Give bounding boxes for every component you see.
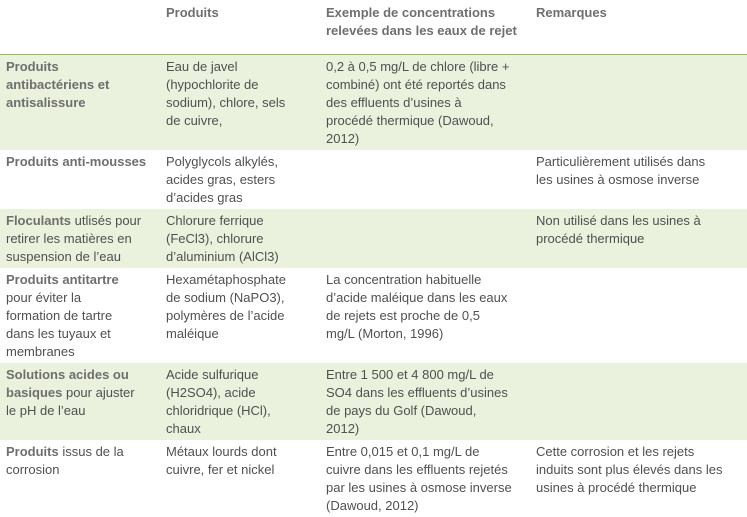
cell-text-line: usines à procédé thermique	[536, 479, 741, 497]
cell-concentrations	[320, 209, 530, 268]
cell-text-line: polymères de l’acide	[166, 307, 314, 325]
cell-concentrations	[320, 440, 530, 517]
table-header	[0, 0, 747, 55]
category-line	[6, 58, 154, 76]
category-term: antisalissure	[6, 95, 86, 110]
cell-text-line: cuivre, fer et nickel	[166, 461, 314, 479]
cell-remarks	[530, 209, 747, 268]
table-row	[0, 268, 747, 363]
category-line	[6, 461, 154, 479]
cell-category	[0, 363, 160, 440]
cell-text-line: chaux	[166, 420, 314, 438]
cell-remarks	[530, 268, 747, 363]
cell-category	[0, 209, 160, 268]
category-line	[6, 307, 154, 325]
cell-text-line: mg/L (Morton, 1996)	[326, 325, 524, 343]
category-text: utlisés pour	[71, 213, 141, 228]
cell-text-line: de cuivre,	[166, 112, 314, 130]
category-text: pour éviter la	[6, 290, 81, 305]
cell-concentrations	[320, 150, 530, 209]
cell-text-line: maléique	[166, 325, 314, 343]
table-row	[0, 440, 747, 517]
header-cell-remarks: Remarques	[530, 0, 747, 55]
category-line	[6, 212, 154, 230]
cell-text-line: procédé thermique	[536, 230, 741, 248]
cell-category	[0, 55, 160, 151]
cell-text-line: d’acide maléique dans les eaux	[326, 289, 524, 307]
cell-text-line: induits sont plus élevés dans les	[536, 461, 741, 479]
category-term: basiques	[6, 385, 62, 400]
cell-text-line: Polyglycols alkylés,	[166, 153, 314, 171]
cell-text-line: (H2SO4), acide	[166, 384, 314, 402]
cell-text-line: Eau de javel	[166, 58, 314, 76]
category-term: antibactériens et	[6, 77, 109, 92]
category-line	[6, 271, 154, 289]
cell-text-line: (hypochlorite de	[166, 76, 314, 94]
category-text: issus de la	[59, 444, 124, 459]
cell-concentrations	[320, 55, 530, 151]
category-text: retirer les matières en	[6, 231, 132, 246]
cell-text-line: Hexamétaphosphate	[166, 271, 314, 289]
category-text: formation de tartre	[6, 308, 112, 323]
cell-text-line: procédé thermique (Dawoud,	[326, 112, 524, 130]
cell-products	[160, 363, 320, 440]
category-term: Solutions acides ou	[6, 367, 129, 382]
cell-remarks	[530, 363, 747, 440]
category-term: Produits antitartre	[6, 272, 119, 287]
cell-text-line: (Dawoud, 2012)	[326, 497, 524, 515]
category-text: le pH de l’eau	[6, 403, 86, 418]
table-row	[0, 363, 747, 440]
cell-text-line: acides gras, esters	[166, 171, 314, 189]
cell-products	[160, 55, 320, 151]
cell-text-line: Particulièrement utilisés dans	[536, 153, 741, 171]
cell-products	[160, 440, 320, 517]
cell-remarks	[530, 440, 747, 517]
cell-text-line: les usines à osmose inverse	[536, 171, 741, 189]
cell-text-line: d’aluminium (AlCl3)	[166, 248, 314, 266]
cell-text-line: Non utilisé dans les usines à	[536, 212, 741, 230]
category-term: Produits anti-mousses	[6, 154, 146, 169]
cell-text-line: des effluents d’usines à	[326, 94, 524, 112]
cell-category	[0, 440, 160, 517]
cell-text-line: Entre 1 500 et 4 800 mg/L de	[326, 366, 524, 384]
category-term: Floculants	[6, 213, 71, 228]
cell-text-line: combiné) ont été reportés dans	[326, 76, 524, 94]
category-line	[6, 384, 154, 402]
category-text: pour ajuster	[62, 385, 134, 400]
cell-text-line: de sodium (NaPO3),	[166, 289, 314, 307]
cell-concentrations	[320, 363, 530, 440]
category-line	[6, 94, 154, 112]
cell-text-line: d’acides gras	[166, 189, 314, 207]
category-line	[6, 366, 154, 384]
header-row	[0, 0, 747, 55]
cell-text-line: Métaux lourds dont	[166, 443, 314, 461]
category-text: dans les tuyaux et	[6, 326, 111, 341]
cell-text-line: 2012)	[326, 420, 524, 438]
cell-text-line: Entre 0,015 et 0,1 mg/L de	[326, 443, 524, 461]
cell-text-line: Cette corrosion et les rejets	[536, 443, 741, 461]
category-text: membranes	[6, 344, 75, 359]
category-text: corrosion	[6, 462, 59, 477]
cell-products	[160, 268, 320, 363]
cell-text-line: sodium), chlore, sels	[166, 94, 314, 112]
cell-category	[0, 268, 160, 363]
cell-text-line: chloridrique (HCl),	[166, 402, 314, 420]
cell-text-line: 0,2 à 0,5 mg/L de chlore (libre +	[326, 58, 524, 76]
table-row	[0, 55, 747, 151]
category-line	[6, 153, 154, 171]
cell-category	[0, 150, 160, 209]
cell-products	[160, 209, 320, 268]
category-line	[6, 289, 154, 307]
category-line	[6, 443, 154, 461]
table-body	[0, 55, 747, 517]
cell-text-line: Chlorure ferrique	[166, 212, 314, 230]
cell-text-line: de pays du Golf (Dawoud,	[326, 402, 524, 420]
cell-products	[160, 150, 320, 209]
cell-remarks	[530, 150, 747, 209]
category-term: Produits	[6, 59, 59, 74]
cell-text-line: SO4 dans les effluents d’usines	[326, 384, 524, 402]
header-cell-category	[0, 0, 160, 55]
table-row	[0, 150, 747, 209]
cell-text-line: La concentration habituelle	[326, 271, 524, 289]
cell-text-line: (FeCl3), chlorure	[166, 230, 314, 248]
header-cell-concentrations: Exemple de concentrations relevées dans les eaux de rejet	[320, 0, 530, 55]
table-row	[0, 209, 747, 268]
cell-text-line: de rejets est proche de 0,5	[326, 307, 524, 325]
category-line	[6, 230, 154, 248]
category-line	[6, 325, 154, 343]
cell-text-line: 2012)	[326, 130, 524, 148]
cell-text-line: Acide sulfurique	[166, 366, 314, 384]
category-text: suspension de l’eau	[6, 249, 121, 264]
cell-concentrations	[320, 268, 530, 363]
category-line	[6, 402, 154, 420]
category-line	[6, 343, 154, 361]
cell-text-line: cuivre dans les effluents rejetés	[326, 461, 524, 479]
category-term: Produits	[6, 444, 59, 459]
category-line	[6, 76, 154, 94]
cell-text-line: par les usines à osmose inverse	[326, 479, 524, 497]
header-cell-products: Produits	[160, 0, 320, 55]
category-line	[6, 248, 154, 266]
cell-remarks	[530, 55, 747, 151]
